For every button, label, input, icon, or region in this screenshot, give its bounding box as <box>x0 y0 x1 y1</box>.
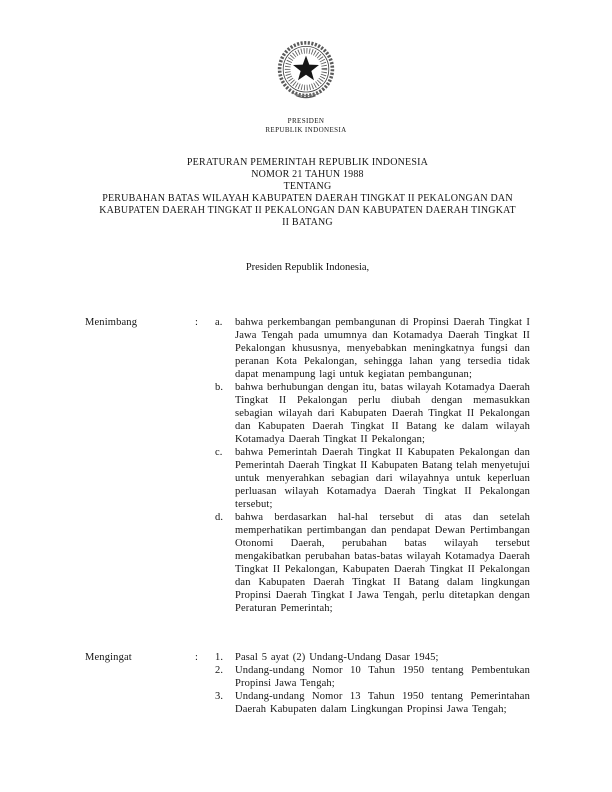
item-marker: 2. <box>215 665 224 676</box>
item-text: bahwa Pemerintah Daerah Tingkat II Kabupaten Pekalongan dan Pemerintah Daerah Tingkat II Kabupaten Batang telah menyetujui untuk menyerahkan sebagian dari wilayahnya untuk keperluan perluasan wilayah Kotamadya Daerah Tingkat II Pekalongan tersebut; <box>235 447 530 510</box>
item-marker: 3. <box>215 691 224 702</box>
section-label: Mengingat <box>85 652 132 663</box>
item-text: Pasal 5 ayat (2) Undang-Undang Dasar 1945; <box>235 652 439 663</box>
item-text: bahwa perkembangan pembangunan di Propinsi Daerah Tingkat I Jawa Tengah pada umumnya dan Kotamadya Daerah Tingkat II Pekalongan khususnya, menyebabkan meningkatnya fungsi dan peranan Kota Pekalongan, sehingga lahan yang tersedia tidak dapat menampung lagi untuk kegiatan pembangunan; <box>235 317 530 380</box>
item-marker: a. <box>215 317 223 328</box>
document-title-block <box>85 157 530 229</box>
title-subject-line-1: PERUBAHAN BATAS WILAYAH KABUPATEN DAERAH TINGKAT II PEKALONGAN DAN <box>102 193 513 204</box>
section-label: Menimbang <box>85 317 138 328</box>
title-tentang-line: TENTANG <box>283 181 332 192</box>
item-marker: b. <box>215 382 224 393</box>
list-item <box>215 381 530 446</box>
item-text: Undang-undang Nomor 10 Tahun 1950 tentang Pembentukan Propinsi Jawa Tengah; <box>235 665 530 689</box>
salutation-line: Presiden Republik Indonesia, <box>245 262 370 273</box>
agency-name-block <box>0 117 612 135</box>
list-item <box>215 651 530 664</box>
title-regulation-line: PERATURAN PEMERINTAH REPUBLIK INDONESIA <box>186 157 429 168</box>
agency-line-presiden: PRESIDEN <box>287 117 325 125</box>
section-menimbang <box>85 316 530 615</box>
item-marker: d. <box>215 512 224 523</box>
list-item <box>215 690 530 716</box>
title-number-line: NOMOR 21 TAHUN 1988 <box>251 169 364 180</box>
list-item <box>215 446 530 511</box>
list-item <box>215 664 530 690</box>
section-separator: : <box>195 652 199 663</box>
title-subject-line-3: II BATANG <box>282 217 333 228</box>
section-separator: : <box>195 317 199 328</box>
item-marker: c. <box>215 447 223 458</box>
item-text: Undang-undang Nomor 13 Tahun 1950 tentang Pemerintahan Daerah Kabupaten dalam Lingkungan Propinsi Jawa Tengah; <box>235 691 530 715</box>
emblem-container <box>0 0 612 115</box>
list-item <box>215 316 530 381</box>
item-marker: 1. <box>215 652 224 663</box>
section-items <box>215 316 530 615</box>
title-subject-line-2: KABUPATEN DAERAH TINGKAT II PEKALONGAN DAN KABUPATEN DAERAH TINGKAT <box>99 205 516 216</box>
section-mengingat <box>85 651 530 716</box>
presidential-seal-icon <box>266 30 346 110</box>
item-text: bahwa berdasarkan hal-hal tersebut di atas dan setelah memperhatikan pertimbangan dan pendapat Dewan Pertimbangan Otonomi Daerah, perubahan batas wilayah tersebut mengakibatkan perubahan batas-batas wilayah Kotamadya Daerah Tingkat II Pekalongan, Kabupaten Daerah Tingkat II Pekalongan dan Kabupaten Daerah Tingkat II Batang dalam lingkungan Propinsi Daerah Tingkat I Jawa Tengah, perlu ditetapkan dengan Peraturan Pemerintah; <box>235 512 530 614</box>
item-text: bahwa berhubungan dengan itu, batas wilayah Kotamadya Daerah Tingkat II Pekalongan perlu diubah dengan memasukkan sebagian wilayah dari Kabupaten Daerah Tingkat II Pekalongan dan Kabupaten Daerah Tingkat II Batang ke dalam wilayah Kotamadya Daerah Tingkat II Pekalongan; <box>235 382 530 445</box>
agency-line-republik: REPUBLIK INDONESIA <box>265 126 347 134</box>
section-items <box>215 651 530 716</box>
list-item <box>215 511 530 615</box>
